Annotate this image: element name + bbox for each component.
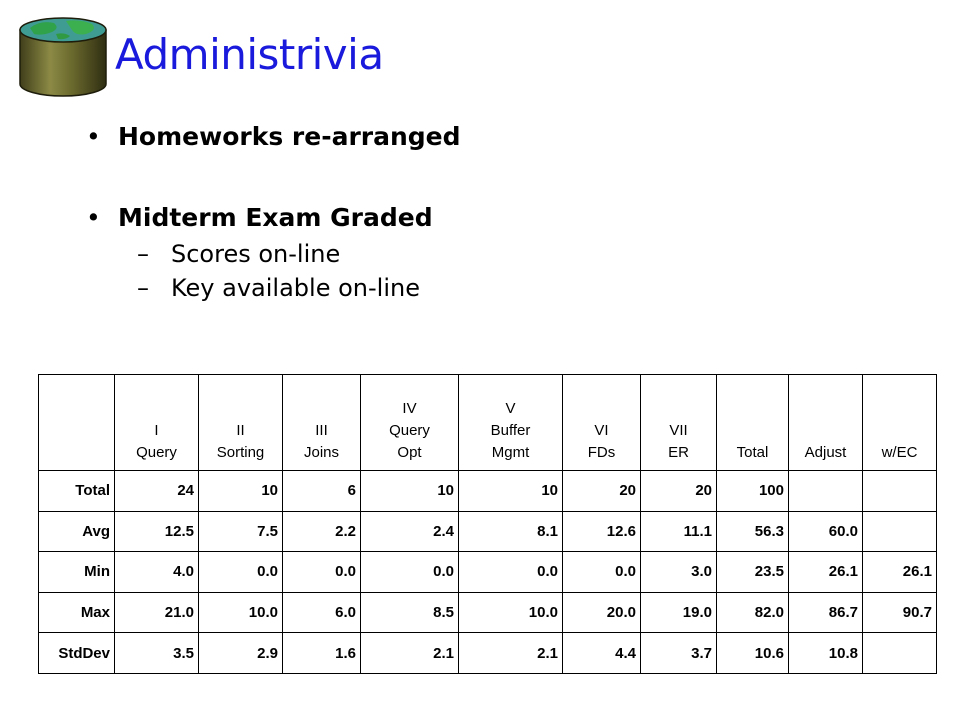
row-label: Max (39, 592, 115, 633)
table-row (39, 511, 937, 552)
table-cell: 26.1 (863, 552, 937, 593)
column-header: VI FDs (563, 375, 641, 471)
table-row (39, 552, 937, 593)
table-cell: 3.5 (115, 633, 199, 674)
table-cell: 20 (641, 471, 717, 512)
column-header: III Joins (283, 375, 361, 471)
table-cell: 26.1 (789, 552, 863, 593)
sub-item (137, 274, 461, 302)
table-cell: 6.0 (283, 592, 361, 633)
column-header: IV Query Opt (361, 375, 459, 471)
bullet-text: Midterm Exam Graded (118, 203, 433, 232)
table-cell: 20.0 (563, 592, 641, 633)
table-cell: 8.1 (459, 511, 563, 552)
table-cell: 10.0 (199, 592, 283, 633)
column-header: II Sorting (199, 375, 283, 471)
column-header: Total (717, 375, 789, 471)
table-cell (863, 471, 937, 512)
table-row (39, 633, 937, 674)
table-row (39, 471, 937, 512)
table-cell: 12.6 (563, 511, 641, 552)
row-label: StdDev (39, 633, 115, 674)
table-cell: 2.2 (283, 511, 361, 552)
table-cell: 24 (115, 471, 199, 512)
table-cell: 8.5 (361, 592, 459, 633)
table-cell (863, 633, 937, 674)
row-label: Avg (39, 511, 115, 552)
table-header-row (39, 375, 937, 471)
sub-item-text: Scores on-line (171, 240, 341, 268)
column-header: w/EC (863, 375, 937, 471)
table-cell: 3.0 (641, 552, 717, 593)
table-cell: 0.0 (361, 552, 459, 593)
table-cell: 4.4 (563, 633, 641, 674)
table-cell: 2.1 (361, 633, 459, 674)
sub-item-text: Key available on-line (171, 274, 420, 302)
table-cell: 0.0 (199, 552, 283, 593)
sub-item (137, 240, 461, 268)
bullet-dot-icon: • (86, 122, 101, 151)
table-cell: 60.0 (789, 511, 863, 552)
table-cell: 2.9 (199, 633, 283, 674)
table-cell: 10 (199, 471, 283, 512)
page-title: Administrivia (115, 30, 384, 79)
column-header (39, 375, 115, 471)
column-header: I Query (115, 375, 199, 471)
column-header: V Buffer Mgmt (459, 375, 563, 471)
table-cell: 1.6 (283, 633, 361, 674)
sub-list (118, 240, 461, 302)
table-cell: 2.1 (459, 633, 563, 674)
row-label: Min (39, 552, 115, 593)
table-cell: 82.0 (717, 592, 789, 633)
table-cell: 10.6 (717, 633, 789, 674)
table-cell: 23.5 (717, 552, 789, 593)
table-cell: 0.0 (283, 552, 361, 593)
table-cell: 2.4 (361, 511, 459, 552)
bullet-dot-icon: • (86, 203, 101, 232)
table-cell: 0.0 (563, 552, 641, 593)
table-cell: 20 (563, 471, 641, 512)
table-cell (789, 471, 863, 512)
table-cell: 12.5 (115, 511, 199, 552)
scores-table (38, 374, 937, 674)
table-cell: 10.0 (459, 592, 563, 633)
table-cell: 6 (283, 471, 361, 512)
dash-icon: – (137, 274, 149, 302)
column-header: VII ER (641, 375, 717, 471)
table-cell: 21.0 (115, 592, 199, 633)
table-row (39, 592, 937, 633)
table-cell: 10 (361, 471, 459, 512)
table-cell: 7.5 (199, 511, 283, 552)
database-globe-icon (16, 14, 110, 98)
column-header: Adjust (789, 375, 863, 471)
bullet-text: Homeworks re-arranged (118, 122, 461, 151)
table-cell: 3.7 (641, 633, 717, 674)
table-cell: 10.8 (789, 633, 863, 674)
table-cell: 4.0 (115, 552, 199, 593)
table-cell: 10 (459, 471, 563, 512)
table-cell: 100 (717, 471, 789, 512)
table-cell: 0.0 (459, 552, 563, 593)
table-cell: 11.1 (641, 511, 717, 552)
dash-icon: – (137, 240, 149, 268)
row-label: Total (39, 471, 115, 512)
bullet-item (84, 122, 461, 151)
table-cell: 19.0 (641, 592, 717, 633)
table-cell: 56.3 (717, 511, 789, 552)
bullet-item (84, 203, 461, 302)
table-cell (863, 511, 937, 552)
table-cell: 90.7 (863, 592, 937, 633)
bullet-list (84, 122, 461, 308)
table-cell: 86.7 (789, 592, 863, 633)
